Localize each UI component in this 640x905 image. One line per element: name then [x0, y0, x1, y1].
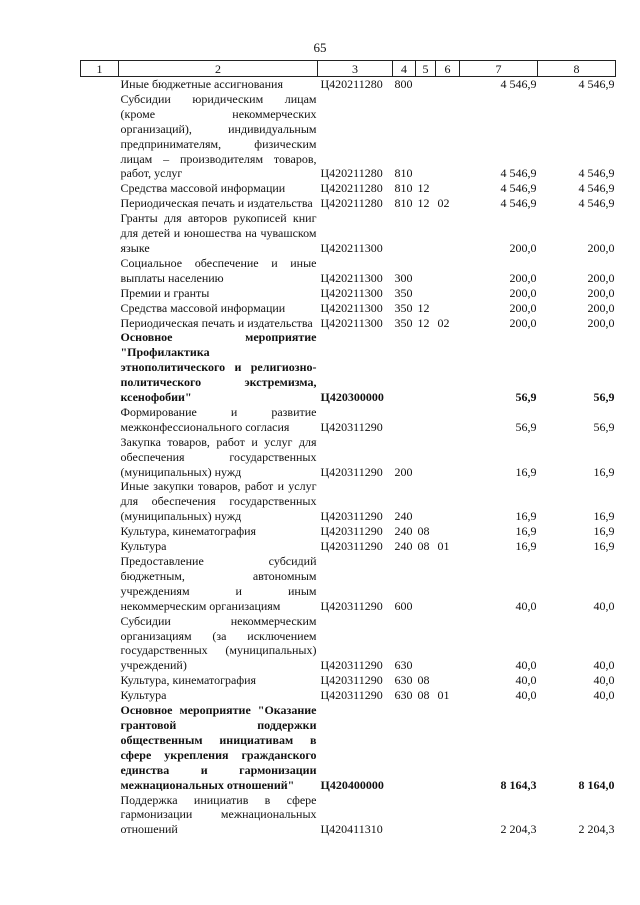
row-target-code: Ц420211300	[320, 270, 383, 285]
row-col-1	[81, 539, 119, 554]
row-name: Культура, кинематография	[120, 524, 257, 539]
row-target-code: Ц420311290	[320, 524, 383, 539]
table-body	[81, 77, 616, 838]
row-expense-type: 300	[394, 270, 413, 285]
row-amount-col-7: 4 546,9	[500, 196, 537, 211]
row-amount-col-8: 40,0	[593, 598, 615, 613]
row-target-code: Ц420211280	[320, 166, 383, 181]
row-target-code: Ц420211280	[320, 77, 383, 91]
row-subsection	[436, 77, 460, 92]
table-row	[81, 524, 616, 539]
row-target-code: Ц420211280	[320, 181, 383, 196]
row-target-code: Ц420300000	[320, 390, 384, 405]
row-expense-type	[393, 211, 416, 256]
row-amount-col-8: 16,9	[593, 464, 615, 479]
row-amount-col-7: 16,9	[515, 539, 537, 554]
row-subsection: 01	[437, 688, 450, 703]
row-col-1	[81, 435, 119, 480]
row-section	[416, 405, 436, 435]
row-section	[416, 554, 436, 614]
row-name: Основное мероприятие "Профилактика этнополитического и религиозно-политического экстремизма, ксенофобии"	[120, 330, 317, 405]
row-section	[416, 793, 436, 838]
row-col-1	[81, 316, 119, 331]
row-col-1	[81, 673, 119, 688]
row-amount-col-8: 4 546,9	[578, 196, 615, 211]
table-row	[81, 256, 616, 286]
row-subsection	[436, 330, 460, 405]
row-col-1	[81, 77, 119, 92]
row-col-1	[81, 703, 119, 792]
header-col-6: 6	[436, 61, 460, 77]
row-section: 12	[417, 300, 430, 315]
table-row	[81, 614, 616, 674]
table-row	[81, 181, 616, 196]
budget-table	[80, 60, 616, 837]
row-subsection: 01	[437, 539, 450, 554]
row-amount-col-7: 200,0	[509, 270, 537, 285]
table-row	[81, 479, 616, 524]
row-target-code: Ц420311290	[320, 509, 383, 524]
header-col-1: 1	[81, 61, 119, 77]
row-subsection	[436, 793, 460, 838]
row-expense-type: 200	[394, 464, 413, 479]
row-amount-col-7: 40,0	[515, 598, 537, 613]
table-row	[81, 330, 616, 405]
row-section	[416, 614, 436, 674]
header-col-5: 5	[416, 61, 436, 77]
row-amount-col-8: 200,0	[587, 285, 615, 300]
row-section: 08	[417, 524, 430, 539]
row-subsection	[436, 703, 460, 792]
row-col-1	[81, 330, 119, 405]
row-name: Предоставление субсидий бюджетным, автономным учреждениям и иным некоммерческим организациям	[120, 554, 317, 613]
row-col-1	[81, 286, 119, 301]
row-amount-col-7: 200,0	[509, 240, 537, 255]
row-name: Периодическая печать и издательства	[120, 315, 313, 330]
row-target-code: Ц420311290	[320, 539, 383, 554]
row-amount-col-7: 16,9	[515, 464, 537, 479]
row-expense-type: 350	[394, 315, 413, 330]
row-subsection	[436, 286, 460, 301]
row-amount-col-8: 56,9	[593, 390, 615, 405]
table-row	[81, 196, 616, 211]
row-section	[416, 330, 436, 405]
row-target-code: Ц420311290	[320, 688, 383, 703]
row-expense-type: 240	[394, 539, 413, 554]
row-amount-col-7: 40,0	[515, 658, 537, 673]
row-col-1	[81, 211, 119, 256]
row-name: Иные закупки товаров, работ и услуг для обеспечения государственных (муниципальных) нужд	[120, 479, 317, 524]
table-row	[81, 539, 616, 554]
row-name: Культура	[120, 688, 167, 703]
row-expense-type: 810	[394, 181, 413, 196]
row-target-code: Ц420400000	[320, 777, 384, 792]
row-subsection	[436, 673, 460, 688]
row-section: 08	[417, 688, 430, 703]
row-col-1	[81, 614, 119, 674]
row-section	[416, 479, 436, 524]
row-amount-col-8: 200,0	[587, 300, 615, 315]
row-target-code: Ц420211300	[320, 300, 383, 315]
row-col-1	[81, 301, 119, 316]
row-name: Иные бюджетные ассигнования	[120, 77, 283, 91]
row-target-code: Ц420211280	[320, 196, 383, 211]
row-col-1	[81, 524, 119, 539]
row-col-1	[81, 688, 119, 703]
row-amount-col-7: 56,9	[515, 419, 537, 434]
row-target-code: Ц420311290	[320, 673, 383, 688]
row-amount-col-7: 200,0	[509, 315, 537, 330]
row-subsection	[436, 554, 460, 614]
row-amount-col-8: 16,9	[593, 524, 615, 539]
row-section	[416, 286, 436, 301]
row-section	[416, 435, 436, 480]
row-amount-col-7: 56,9	[515, 390, 537, 405]
row-name: Основное мероприятие "Оказание грантовой поддержки общественным инициативам в сфере укрепления гражданского единства и гармонизации межнациональных отношений"	[120, 703, 317, 792]
row-subsection	[436, 211, 460, 256]
row-col-1	[81, 196, 119, 211]
row-subsection	[436, 92, 460, 181]
row-expense-type: 240	[394, 509, 413, 524]
row-amount-col-8: 40,0	[593, 688, 615, 703]
table-row	[81, 316, 616, 331]
row-subsection: 02	[437, 196, 450, 211]
row-amount-col-7: 200,0	[509, 285, 537, 300]
row-name: Премии и гранты	[120, 285, 210, 300]
row-target-code: Ц420211300	[320, 240, 383, 255]
row-col-1	[81, 181, 119, 196]
row-name: Культура, кинематография	[120, 673, 257, 688]
row-subsection	[436, 479, 460, 524]
row-subsection	[436, 405, 460, 435]
row-amount-col-8: 2 204,3	[578, 822, 615, 837]
header-col-2: 2	[119, 61, 318, 77]
header-row	[81, 61, 616, 77]
row-amount-col-8: 56,9	[593, 419, 615, 434]
row-col-1	[81, 479, 119, 524]
row-subsection: 02	[437, 315, 450, 330]
row-subsection	[436, 435, 460, 480]
table-row	[81, 703, 616, 792]
table-row	[81, 211, 616, 256]
row-name: Социальное обеспечение и иные выплаты населению	[120, 255, 317, 285]
row-section	[416, 92, 436, 181]
row-section	[416, 703, 436, 792]
row-section	[416, 256, 436, 286]
row-amount-col-7: 4 546,9	[500, 77, 537, 91]
row-name: Поддержка инициатив в сфере гармонизации межнациональных отношений	[120, 792, 317, 837]
row-target-code: Ц420211300	[320, 315, 383, 330]
row-expense-type: 630	[394, 673, 413, 688]
row-col-1	[81, 793, 119, 838]
row-col-1	[81, 554, 119, 614]
row-expense-type: 810	[394, 196, 413, 211]
row-name: Периодическая печать и издательства	[120, 196, 313, 211]
row-expense-type	[393, 703, 416, 792]
row-amount-col-8: 200,0	[587, 270, 615, 285]
row-amount-col-8: 16,9	[593, 509, 615, 524]
row-section: 12	[417, 315, 430, 330]
header-col-8: 8	[538, 61, 616, 77]
row-subsection	[436, 181, 460, 196]
row-amount-col-7: 200,0	[509, 300, 537, 315]
row-name: Субсидии некоммерческим организациям (за исключением государственных (муниципальных) учреждений)	[120, 613, 317, 673]
table-row	[81, 405, 616, 435]
row-col-1	[81, 92, 119, 181]
row-amount-col-7: 40,0	[515, 673, 537, 688]
row-amount-col-8: 40,0	[593, 673, 615, 688]
row-name: Культура	[120, 539, 167, 554]
row-amount-col-8: 200,0	[587, 240, 615, 255]
row-amount-col-8: 4 546,9	[578, 181, 615, 196]
row-section: 08	[417, 539, 430, 554]
row-target-code: Ц420211300	[320, 285, 383, 300]
row-amount-col-7: 4 546,9	[500, 166, 537, 181]
row-target-code: Ц420311290	[320, 658, 383, 673]
row-target-code: Ц420311290	[320, 419, 383, 434]
row-amount-col-7: 40,0	[515, 688, 537, 703]
table-row	[81, 435, 616, 480]
row-expense-type	[393, 793, 416, 838]
row-section	[416, 77, 436, 92]
table-row	[81, 77, 616, 92]
row-name: Гранты для авторов рукописей книг для детей и юношества на чувашском языке	[120, 211, 317, 255]
row-amount-col-8: 8 164,0	[578, 777, 615, 792]
row-amount-col-8: 16,9	[593, 539, 615, 554]
row-amount-col-7: 4 546,9	[500, 181, 537, 196]
row-expense-type	[393, 330, 416, 405]
row-amount-col-7: 16,9	[515, 509, 537, 524]
row-subsection	[436, 524, 460, 539]
row-name: Формирование и развитие межконфессионального согласия	[120, 404, 317, 434]
row-expense-type: 800	[394, 77, 413, 91]
row-amount-col-8: 4 546,9	[578, 77, 615, 91]
row-amount-col-8: 200,0	[587, 315, 615, 330]
page-number: 65	[313, 40, 327, 55]
table-row	[81, 92, 616, 181]
row-expense-type: 350	[394, 285, 413, 300]
table-row	[81, 793, 616, 838]
row-expense-type: 810	[394, 166, 413, 181]
row-amount-col-8: 4 546,9	[578, 166, 615, 181]
row-amount-col-7: 2 204,3	[500, 822, 537, 837]
row-amount-col-7: 8 164,3	[500, 777, 537, 792]
table-row	[81, 554, 616, 614]
row-subsection	[436, 301, 460, 316]
table-row	[81, 286, 616, 301]
row-target-code: Ц420311290	[320, 598, 383, 613]
row-col-1	[81, 405, 119, 435]
row-name: Средства массовой информации	[120, 181, 286, 196]
row-amount-col-8: 40,0	[593, 658, 615, 673]
row-expense-type: 240	[394, 524, 413, 539]
row-target-code: Ц420411310	[320, 822, 383, 837]
table-row	[81, 301, 616, 316]
row-target-code: Ц420311290	[320, 464, 383, 479]
row-section: 12	[417, 181, 430, 196]
row-expense-type	[393, 405, 416, 435]
header-col-4: 4	[393, 61, 416, 77]
header-col-3: 3	[318, 61, 393, 77]
row-subsection	[436, 256, 460, 286]
row-expense-type: 630	[394, 658, 413, 673]
table-row	[81, 673, 616, 688]
table-header	[81, 61, 616, 77]
row-section	[416, 211, 436, 256]
row-col-1	[81, 256, 119, 286]
row-name: Субсидии юридическим лицам (кроме некоммерческих организаций), индивидуальным предпринимателям, физическим лицам – производителям товаров, работ, услуг	[120, 91, 317, 181]
table-row	[81, 688, 616, 703]
row-expense-type: 350	[394, 300, 413, 315]
row-expense-type: 600	[394, 598, 413, 613]
row-section: 12	[417, 196, 430, 211]
row-name: Средства массовой информации	[120, 300, 286, 315]
row-subsection	[436, 614, 460, 674]
header-col-7: 7	[460, 61, 538, 77]
row-name: Закупка товаров, работ и услуг для обеспечения государственных (муниципальных) нужд	[120, 434, 317, 479]
row-amount-col-7: 16,9	[515, 524, 537, 539]
row-expense-type: 630	[394, 688, 413, 703]
row-section: 08	[417, 673, 430, 688]
